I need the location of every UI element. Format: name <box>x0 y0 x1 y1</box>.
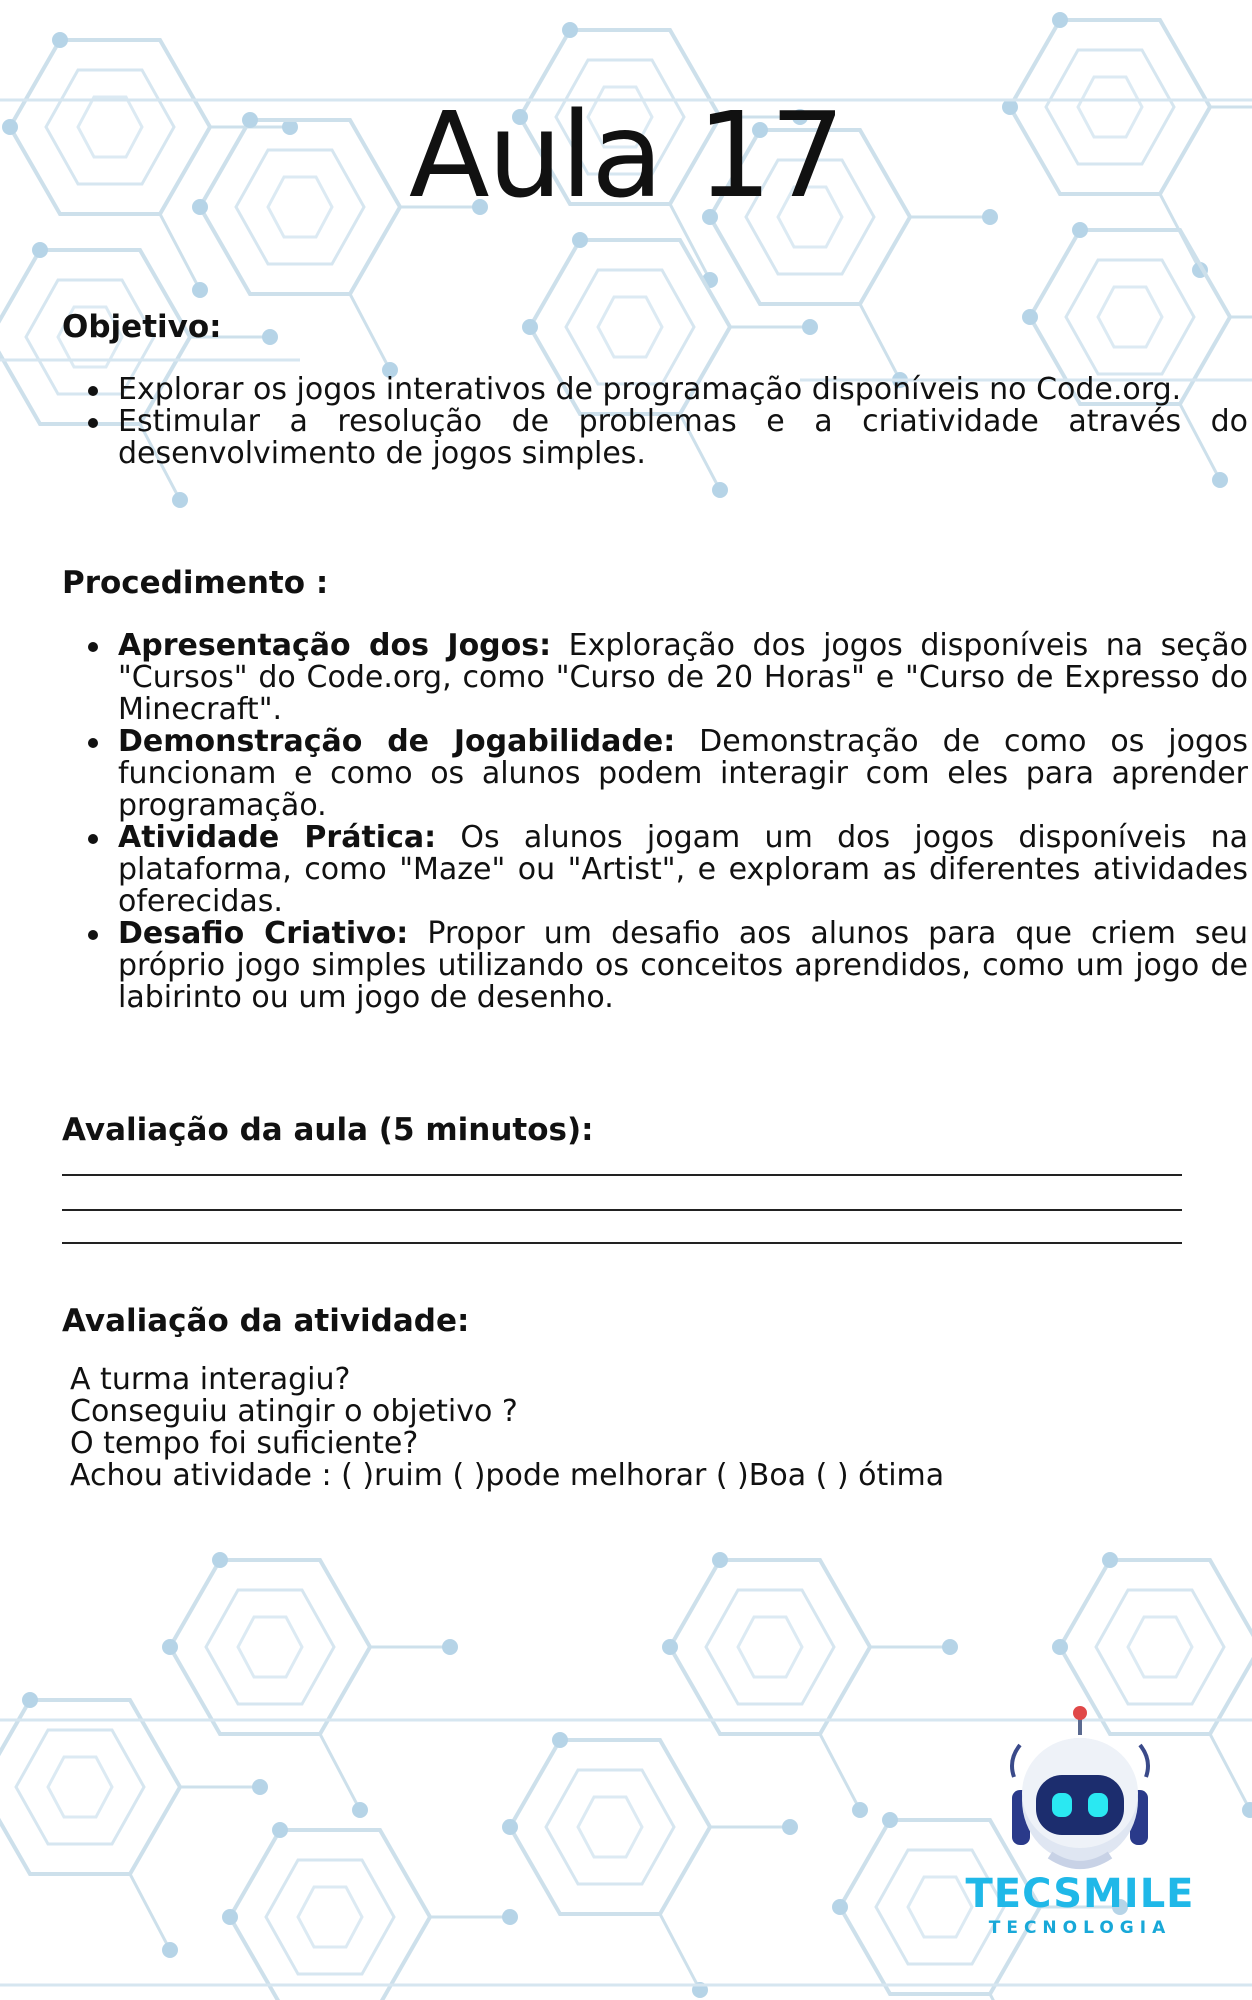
question-item: O tempo foi suficiente? <box>70 1426 419 1461</box>
item-label: Demonstração de Jogabilidade: <box>118 724 676 759</box>
list-item: Explorar os jogos interativos de programação disponíveis no Code.org. <box>118 374 1248 406</box>
question-item: Conseguiu atingir o objetivo ? <box>70 1394 518 1429</box>
procedure-heading: Procedimento : <box>62 565 329 601</box>
page-title: Aula 17 <box>408 86 844 224</box>
list-item <box>118 726 1248 822</box>
item-text: Os alunos jogam um dos jogos disponíveis na plataforma, como "Maze" ou "Artist", e exploram as diferentes atividades oferecidas. <box>118 820 1249 919</box>
list-item <box>118 918 1248 1014</box>
item-label: Desafio Criativo: <box>118 916 409 951</box>
answer-line[interactable] <box>62 1242 1182 1244</box>
question-item: Achou atividade : ( )ruim ( )pode melhorar ( )Boa ( ) ótima <box>70 1458 945 1493</box>
list-item <box>118 822 1248 918</box>
item-label: Apresentação dos Jogos: <box>118 628 552 663</box>
item-text: Exploração dos jogos disponíveis na seção "Cursos" do Code.org, como "Curso de 20 Horas" e "Curso de Expresso do Minecraft". <box>118 628 1248 727</box>
procedure-list <box>62 630 1248 1014</box>
list-item <box>118 630 1248 726</box>
brand-name: TECSMILE <box>965 1871 1195 1917</box>
robot-mascot-icon <box>990 1705 1170 1885</box>
answer-line[interactable] <box>62 1174 1182 1176</box>
answer-line[interactable] <box>62 1209 1182 1211</box>
item-text: Propor um desafio aos alunos para que criem seu próprio jogo simples utilizando os conceitos aprendidos, como um jogo de labirinto ou um jogo de desenho. <box>118 916 1248 1015</box>
list-item: Estimular a resolução de problemas e a criatividade através do desenvolvimento de jogos simples. <box>118 404 1248 471</box>
objective-list <box>62 374 1248 470</box>
evaluation-questions <box>70 1364 944 1492</box>
question-item: A turma interagiu? <box>70 1362 351 1397</box>
item-label: Atividade Prática: <box>118 820 437 855</box>
class-evaluation-heading: Avaliação da aula (5 minutos): <box>62 1112 594 1148</box>
objective-heading: Objetivo: <box>62 309 222 345</box>
activity-evaluation-heading: Avaliação da atividade: <box>62 1303 470 1339</box>
item-text: Demonstração de como os jogos funcionam e como os alunos podem interagir com eles para aprender programação. <box>118 724 1249 823</box>
brand-subtitle: TECNOLOGIA <box>988 1918 1172 1938</box>
